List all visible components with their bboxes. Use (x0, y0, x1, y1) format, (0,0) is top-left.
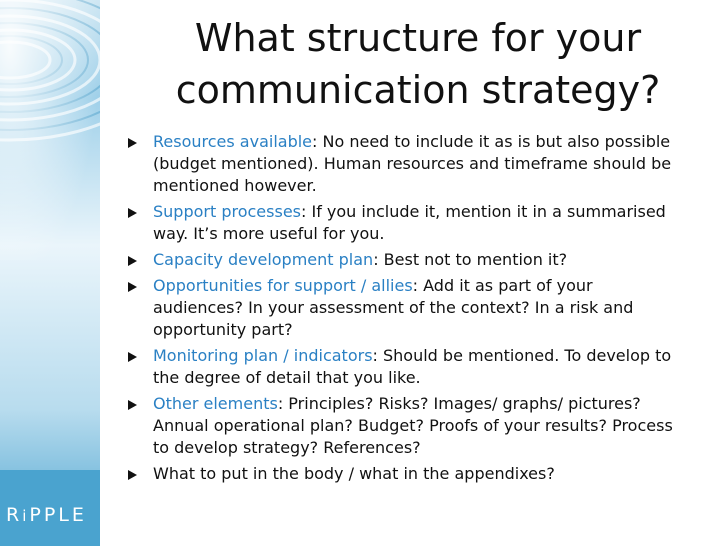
bullet-text: : Principles? Risks? Images/ graphs/ pictures? Annual operational plan? Budget? Proofs of your results? Process to develop strategy? References? (153, 394, 673, 457)
bullet-arrow-icon (128, 138, 137, 148)
bullet-term: Opportunities for support / allies (153, 276, 413, 295)
bullet-list (125, 131, 685, 489)
bullet-arrow-icon (128, 282, 137, 292)
bullet-term: Other elements (153, 394, 278, 413)
bullet-arrow-icon (128, 208, 137, 218)
bullet-text: : If you include it, mention it in a summarised way. It’s more useful for you. (153, 202, 666, 243)
bullet-item-resources (125, 131, 685, 197)
bullet-text: : Add it as part of your audiences? In your assessment of the context? In a risk and opportunity part? (153, 276, 634, 339)
bullet-item-other-elements (125, 393, 685, 459)
bullet-text: What to put in the body / what in the appendixes? (153, 464, 555, 483)
bullet-term: Support processes (153, 202, 301, 221)
bullet-arrow-icon (128, 256, 137, 266)
bullet-text: : Should be mentioned. To develop to the degree of detail that you like. (153, 346, 672, 387)
bullet-text: : No need to include it as is but also possible (budget mentioned). Human resources and timeframe should be mentioned however. (153, 132, 672, 195)
bullet-item-body-appendixes (125, 463, 685, 485)
ripple-background-strip (0, 0, 100, 546)
bullet-item-monitoring (125, 345, 685, 389)
bullet-arrow-icon (128, 352, 137, 362)
bullet-term: Monitoring plan / indicators (153, 346, 373, 365)
bullet-arrow-icon (128, 400, 137, 410)
bullet-term: Capacity development plan (153, 250, 374, 269)
bullet-item-opportunities (125, 275, 685, 341)
bullet-term: Resources available (153, 132, 313, 151)
bullet-item-capacity-plan (125, 249, 685, 271)
bullet-arrow-icon (128, 470, 137, 480)
bullet-text: : Best not to mention it? (373, 250, 568, 269)
slide-title: What structure for your communication strategy? (175, 16, 661, 112)
water-ripple-image (0, 0, 100, 546)
bullet-item-support-processes (125, 201, 685, 245)
ripple-logo: RiPPLE (6, 504, 87, 526)
